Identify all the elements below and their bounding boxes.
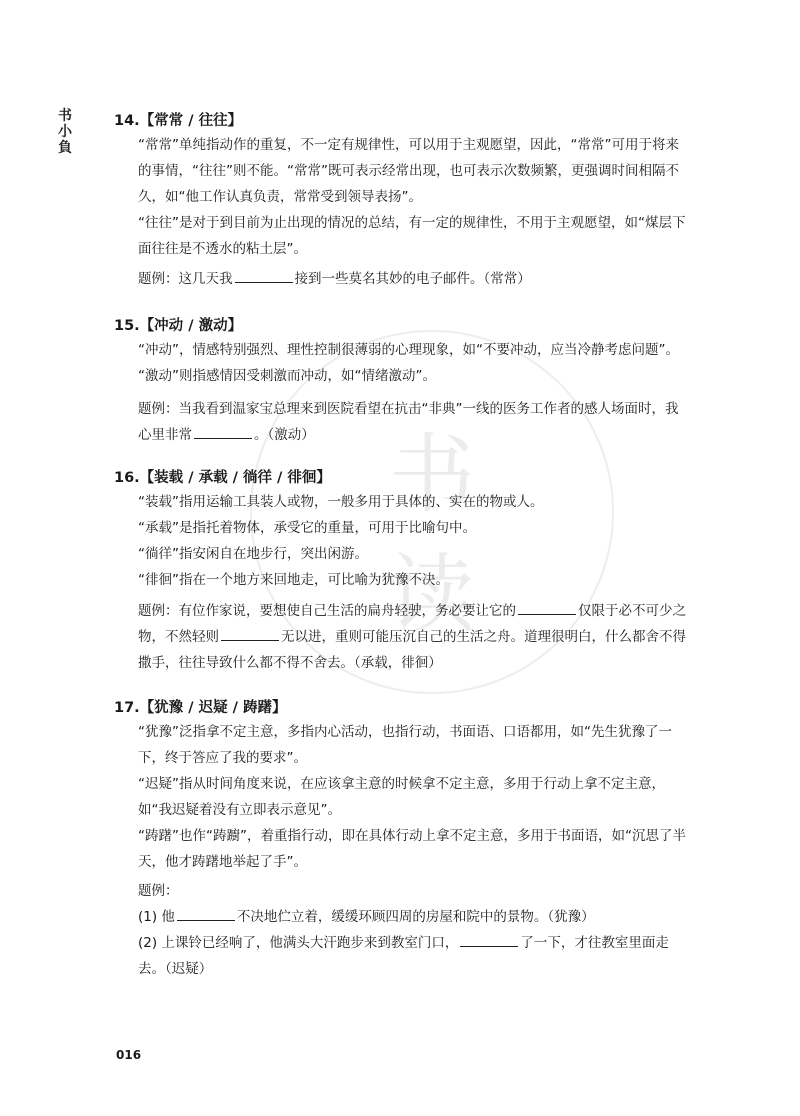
entry-16-title: 16.【装载 / 承载 / 徜徉 / 徘徊】 [114, 470, 331, 486]
answer-blank [177, 907, 235, 921]
entry-16-example-c: 无以进，重则可能压沉自己的生活之舟。道理很明白，什么都舍不得撒手，往往导致什么都不得不舍去。（承载，徘徊） [138, 629, 686, 671]
entry-15-para-1: “冲动”，情感特别强烈、理性控制很薄弱的心理现象，如“不要冲动，应当冷静考虑问题”。 [138, 342, 679, 358]
entry-16-example-a: 题例：有位作家说，要想使自己生活的扁舟轻驶，务必要让它的 [138, 603, 516, 619]
entry-14-example [138, 266, 690, 292]
entry-17-para-1: “犹豫”泛指拿不定主意，多指内心活动，也指行动，书面语、口语都用，如“先生犹豫了一下，终于答应了我的要求”。 [138, 724, 672, 766]
entry-14-example-b: 接到一些莫名其妙的电子邮件。（常常） [294, 271, 531, 287]
entry-15-title: 15.【冲动 / 激动】 [114, 318, 243, 334]
entry-16-para-3: “徜徉”指安闲自在地步行，突出闲游。 [138, 546, 368, 562]
watermark-char-1: 书 [389, 425, 475, 525]
entry-17-example-1-a: (1) 他 [138, 909, 175, 925]
entry-17-example-label: 题例： [138, 883, 179, 899]
entry-14-para-2: “往往”是对于到目前为止出现的情况的总结，有一定的规律性，不用于主观愿望，如“煤层下面往往是不透水的粘土层”。 [138, 215, 686, 257]
entry-15-example-b: 。（激动） [254, 427, 315, 443]
entry-14-example-a: 题例：这几天我 [138, 271, 233, 287]
entry-15-para-2: “激动”则指感情因受刺激而冲动，如“情绪激动”。 [138, 368, 436, 384]
entry-16-example [138, 598, 690, 676]
entry-16-para-4: “徘徊”指在一个地方来回地走，可比喻为犹豫不决。 [138, 572, 449, 588]
answer-blank [221, 627, 279, 641]
entry-16-para-2: “承载”是指托着物体，承受它的重量，可用于比喻句中。 [138, 520, 476, 536]
publisher-logo: 书小負 [58, 108, 72, 156]
entry-17-title: 17.【犹豫 / 迟疑 / 踌躇】 [114, 700, 287, 716]
entry-17-para-2: “迟疑”指从时间角度来说，在应该拿主意的时候拿不定主意，多用于行动上拿不定主意，如“我迟疑着没有立即表示意见”。 [138, 776, 665, 818]
answer-blank [518, 601, 576, 615]
entry-17-example-1 [138, 904, 690, 930]
entry-14-title: 14.【常常 / 往往】 [114, 113, 243, 129]
answer-blank [235, 269, 293, 283]
entry-15-example [138, 396, 690, 448]
entry-14-para-1: “常常”单纯指动作的重复，不一定有规律性，可以用于主观愿望，因此，“常常”可用于将来的事情，“往往”则不能。“常常”既可表示经常出现，也可表示次数频繁，更强调时间相隔不久，如“他工作认真负责，常常受到领导表扬”。 [138, 137, 679, 205]
answer-blank [460, 933, 518, 947]
entry-17-example-2-a: (2) 上课铃已经响了，他满头大汗跑步来到教室门口， [138, 935, 459, 951]
watermark-char-2: 读 [389, 545, 475, 645]
entry-17-example-1-b: 不决地伫立着，缓缓环顾四周的房屋和院中的景物。（犹豫） [236, 909, 595, 925]
entry-16-example-b: 仅限于必不可少之物，不然轻则 [138, 603, 686, 645]
answer-blank [194, 425, 252, 439]
entry-17-example-2-b: 了一下，才往教室里面走去。（迟疑） [138, 935, 669, 977]
entry-17-example-2 [138, 930, 690, 982]
entry-15-example-a: 题例：当我看到温家宝总理来到医院看望在抗击“非典”一线的医务工作者的感人场面时，我心里非常 [138, 401, 679, 443]
entry-16-para-1: “装载”指用运输工具装人或物，一般多用于具体的、实在的物或人。 [138, 494, 544, 510]
page-number: 016 [116, 1048, 142, 1062]
entry-17-para-3: “踌躇”也作“踌躕”，着重指行动，即在具体行动上拿不定主意，多用于书面语，如“沉思了半天，他才踌躇地举起了手”。 [138, 828, 686, 870]
